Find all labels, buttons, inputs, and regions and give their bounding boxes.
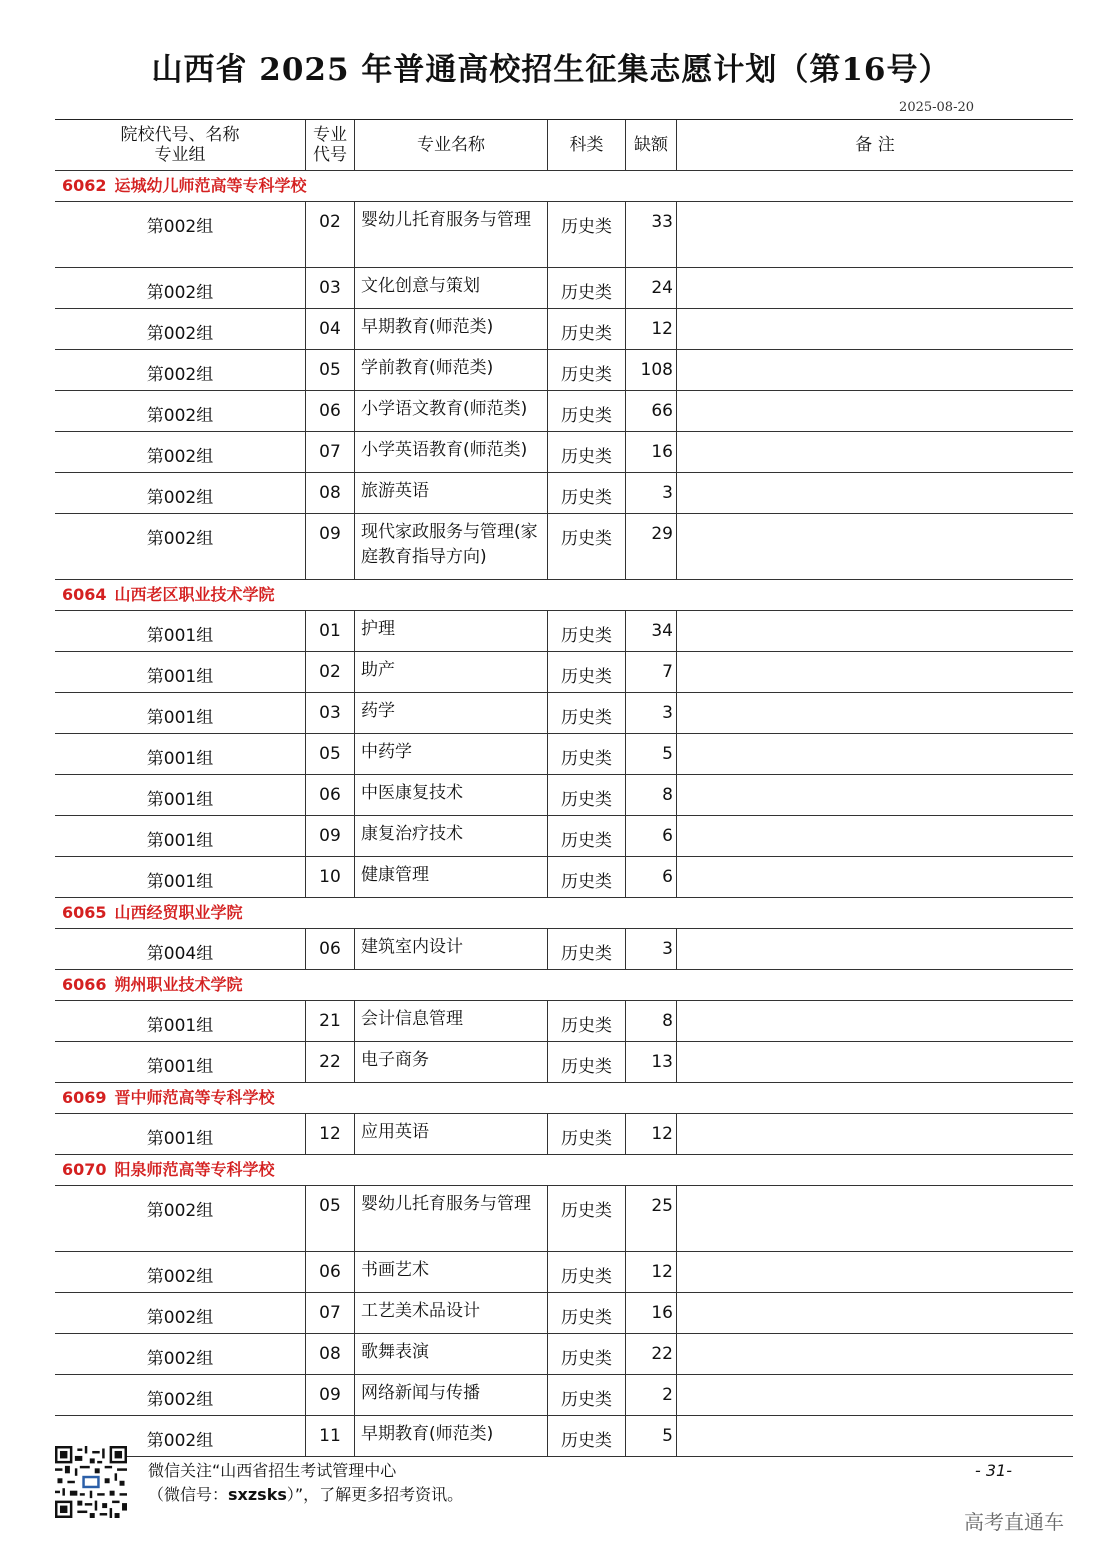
major-group-cell: 第002组	[146, 217, 214, 237]
major-code-cell: 07	[305, 432, 354, 472]
school-header-row	[55, 171, 1073, 202]
table-row	[55, 929, 1073, 970]
remarks-cell	[677, 202, 1073, 267]
major-group-cell: 第002组	[146, 1431, 214, 1451]
remarks-cell	[677, 432, 1073, 472]
subject-type-cell: 历史类	[547, 775, 625, 815]
major-name-cell: 文化创意与策划	[354, 268, 547, 308]
header-vacancy: 缺额	[625, 120, 677, 170]
major-group-cell: 第001组	[146, 749, 214, 769]
school-header-row	[55, 898, 1073, 929]
major-code-cell: 01	[305, 611, 354, 651]
wechat-id: sxzsks	[228, 1485, 287, 1504]
vacancy-cell: 16	[625, 1293, 677, 1333]
school-code: 6062	[62, 176, 107, 195]
school-code: 6069	[62, 1088, 107, 1107]
remarks-cell	[677, 473, 1073, 513]
subject-type-cell: 历史类	[547, 693, 625, 733]
vacancy-cell: 5	[625, 1416, 677, 1456]
major-group-cell: 第002组	[146, 406, 214, 426]
footer-line-1: 微信关注“山西省招生考试管理中心	[148, 1461, 397, 1480]
remarks-cell	[677, 1114, 1073, 1154]
major-name-cell: 助产	[354, 652, 547, 692]
major-name-cell: 旅游英语	[354, 473, 547, 513]
remarks-cell	[677, 1252, 1073, 1292]
subject-type-cell: 历史类	[547, 1114, 625, 1154]
school-code: 6065	[62, 903, 107, 922]
subject-type-cell: 历史类	[547, 432, 625, 472]
major-group-cell: 第002组	[146, 529, 214, 549]
major-code-cell: 05	[305, 1186, 354, 1251]
major-group-cell: 第001组	[146, 626, 214, 646]
vacancy-cell: 22	[625, 1334, 677, 1374]
subject-type-cell: 历史类	[547, 1375, 625, 1415]
school-code: 6070	[62, 1160, 107, 1179]
major-code-cell: 11	[305, 1416, 354, 1456]
major-code-cell: 06	[305, 1252, 354, 1292]
major-code-cell: 09	[305, 514, 354, 579]
major-code-cell: 10	[305, 857, 354, 897]
table-row	[55, 1252, 1073, 1293]
table-row	[55, 309, 1073, 350]
table-row	[55, 268, 1073, 309]
major-group-cell: 第002组	[146, 365, 214, 385]
major-group-cell: 第001组	[146, 1129, 214, 1149]
qr-code-icon	[55, 1446, 127, 1518]
school-header-row	[55, 580, 1073, 611]
header-subject-type: 科类	[547, 120, 625, 170]
major-code-cell: 09	[305, 816, 354, 856]
vacancy-cell: 5	[625, 734, 677, 774]
school-name: 朔州职业技术学院	[114, 975, 243, 994]
subject-type-cell: 历史类	[547, 652, 625, 692]
table-row	[55, 1042, 1073, 1083]
header-major-code: 专业 代号	[305, 120, 354, 170]
table-row	[55, 775, 1073, 816]
vacancy-cell: 3	[625, 693, 677, 733]
remarks-cell	[677, 611, 1073, 651]
table-row	[55, 1375, 1073, 1416]
table-row	[55, 611, 1073, 652]
major-code-cell: 12	[305, 1114, 354, 1154]
vacancy-cell: 13	[625, 1042, 677, 1082]
remarks-cell	[677, 1186, 1073, 1251]
page-number: - 31-	[975, 1461, 1012, 1480]
major-group-cell: 第001组	[146, 1016, 214, 1036]
header-remarks: 备 注	[855, 135, 895, 155]
subject-type-cell: 历史类	[547, 1293, 625, 1333]
major-code-cell: 03	[305, 693, 354, 733]
vacancy-cell: 6	[625, 857, 677, 897]
remarks-cell	[677, 391, 1073, 431]
vacancy-cell: 24	[625, 268, 677, 308]
vacancy-cell: 33	[625, 202, 677, 267]
remarks-cell	[677, 1334, 1073, 1374]
school-name: 运城幼儿师范高等专科学校	[114, 176, 307, 195]
major-name-cell: 药学	[354, 693, 547, 733]
school-header-row	[55, 970, 1073, 1001]
vacancy-cell: 108	[625, 350, 677, 390]
major-code-cell: 02	[305, 202, 354, 267]
subject-type-cell: 历史类	[547, 473, 625, 513]
remarks-cell	[677, 693, 1073, 733]
table-row	[55, 473, 1073, 514]
table-row	[55, 1416, 1073, 1457]
major-code-cell: 06	[305, 391, 354, 431]
vacancy-cell: 16	[625, 432, 677, 472]
major-name-cell: 工艺美术品设计	[354, 1293, 547, 1333]
remarks-cell	[677, 816, 1073, 856]
table-row	[55, 391, 1073, 432]
school-header-row	[55, 1083, 1073, 1114]
document-date: 2025-08-20	[899, 100, 974, 115]
major-group-cell: 第002组	[146, 1390, 214, 1410]
subject-type-cell: 历史类	[547, 611, 625, 651]
remarks-cell	[677, 1001, 1073, 1041]
major-code-cell: 02	[305, 652, 354, 692]
table-body	[55, 171, 1073, 1457]
remarks-cell	[677, 857, 1073, 897]
subject-type-cell: 历史类	[547, 1042, 625, 1082]
document-title: 山西省 2025 年普通高校招生征集志愿计划（第16号）	[151, 52, 951, 88]
table-row	[55, 734, 1073, 775]
major-code-cell: 05	[305, 350, 354, 390]
major-name-cell: 早期教育(师范类)	[354, 1416, 547, 1456]
major-code-cell: 04	[305, 309, 354, 349]
vacancy-cell: 6	[625, 816, 677, 856]
major-group-cell: 第002组	[146, 447, 214, 467]
vacancy-cell: 3	[625, 929, 677, 969]
major-group-cell: 第001组	[146, 667, 214, 687]
table-row	[55, 432, 1073, 473]
major-name-cell: 康复治疗技术	[354, 816, 547, 856]
subject-type-cell: 历史类	[547, 1001, 625, 1041]
table-row	[55, 1114, 1073, 1155]
major-group-cell: 第001组	[146, 708, 214, 728]
major-name-cell: 电子商务	[354, 1042, 547, 1082]
subject-type-cell: 历史类	[547, 816, 625, 856]
subject-type-cell: 历史类	[547, 391, 625, 431]
vacancy-cell: 12	[625, 1114, 677, 1154]
subject-type-cell: 历史类	[547, 929, 625, 969]
remarks-cell	[677, 929, 1073, 969]
major-name-cell: 婴幼儿托育服务与管理	[354, 202, 547, 267]
subject-type-cell: 历史类	[547, 734, 625, 774]
major-name-cell: 书画艺术	[354, 1252, 547, 1292]
major-code-cell: 21	[305, 1001, 354, 1041]
table-row	[55, 816, 1073, 857]
subject-type-cell: 历史类	[547, 309, 625, 349]
school-name: 山西老区职业技术学院	[114, 585, 275, 604]
major-code-cell: 08	[305, 1334, 354, 1374]
major-group-cell: 第002组	[146, 1201, 214, 1221]
watermark: 高考直通车	[964, 1510, 1064, 1534]
remarks-cell	[677, 1293, 1073, 1333]
vacancy-cell: 66	[625, 391, 677, 431]
vacancy-cell: 8	[625, 1001, 677, 1041]
vacancy-cell: 34	[625, 611, 677, 651]
major-code-cell: 22	[305, 1042, 354, 1082]
school-name: 晋中师范高等专科学校	[114, 1088, 275, 1107]
footer-line-2: （微信号：sxzsks）”，了解更多招考资讯。	[148, 1485, 464, 1504]
major-code-cell: 07	[305, 1293, 354, 1333]
major-name-cell: 建筑室内设计	[354, 929, 547, 969]
table-row	[55, 514, 1073, 580]
major-code-cell: 06	[305, 929, 354, 969]
subject-type-cell: 历史类	[547, 268, 625, 308]
table-row	[55, 1293, 1073, 1334]
major-group-cell: 第002组	[146, 1308, 214, 1328]
major-group-cell: 第002组	[146, 488, 214, 508]
subject-type-cell: 历史类	[547, 857, 625, 897]
major-name-cell: 网络新闻与传播	[354, 1375, 547, 1415]
vacancy-cell: 7	[625, 652, 677, 692]
major-name-cell: 现代家政服务与管理(家庭教育指导方向)	[354, 514, 547, 579]
school-name: 山西经贸职业学院	[114, 903, 243, 922]
remarks-cell	[677, 350, 1073, 390]
major-name-cell: 应用英语	[354, 1114, 547, 1154]
vacancy-cell: 25	[625, 1186, 677, 1251]
table-row	[55, 202, 1073, 268]
major-code-cell: 05	[305, 734, 354, 774]
vacancy-cell: 8	[625, 775, 677, 815]
table-header	[55, 120, 1073, 171]
remarks-cell	[677, 309, 1073, 349]
header-major-name: 专业名称	[354, 120, 547, 170]
major-name-cell: 中药学	[354, 734, 547, 774]
header-school-group: 院校代号、名称 专业组	[120, 125, 240, 165]
major-group-cell: 第002组	[146, 1267, 214, 1287]
major-name-cell: 小学英语教育(师范类)	[354, 432, 547, 472]
table-row	[55, 1001, 1073, 1042]
major-group-cell: 第001组	[146, 831, 214, 851]
major-name-cell: 护理	[354, 611, 547, 651]
table-row	[55, 652, 1073, 693]
subject-type-cell: 历史类	[547, 1252, 625, 1292]
remarks-cell	[677, 734, 1073, 774]
school-header-row	[55, 1155, 1073, 1186]
major-name-cell: 早期教育(师范类)	[354, 309, 547, 349]
footer-note	[148, 1459, 463, 1507]
major-name-cell: 会计信息管理	[354, 1001, 547, 1041]
major-group-cell: 第002组	[146, 1349, 214, 1369]
major-name-cell: 学前教育(师范类)	[354, 350, 547, 390]
table-row	[55, 857, 1073, 898]
vacancy-cell: 29	[625, 514, 677, 579]
table-row	[55, 693, 1073, 734]
major-group-cell: 第002组	[146, 324, 214, 344]
subject-type-cell: 历史类	[547, 350, 625, 390]
major-group-cell: 第004组	[146, 944, 214, 964]
major-group-cell: 第001组	[146, 872, 214, 892]
remarks-cell	[677, 514, 1073, 579]
remarks-cell	[677, 1375, 1073, 1415]
remarks-cell	[677, 775, 1073, 815]
subject-type-cell: 历史类	[547, 514, 625, 579]
major-code-cell: 09	[305, 1375, 354, 1415]
remarks-cell	[677, 1416, 1073, 1456]
major-name-cell: 歌舞表演	[354, 1334, 547, 1374]
remarks-cell	[677, 652, 1073, 692]
table-row	[55, 350, 1073, 391]
school-code: 6064	[62, 585, 107, 604]
table-row	[55, 1334, 1073, 1375]
major-group-cell: 第001组	[146, 1057, 214, 1077]
subject-type-cell: 历史类	[547, 202, 625, 267]
plan-table	[55, 119, 1073, 1457]
vacancy-cell: 2	[625, 1375, 677, 1415]
major-name-cell: 健康管理	[354, 857, 547, 897]
table-row	[55, 1186, 1073, 1252]
major-name-cell: 婴幼儿托育服务与管理	[354, 1186, 547, 1251]
major-name-cell: 中医康复技术	[354, 775, 547, 815]
major-name-cell: 小学语文教育(师范类)	[354, 391, 547, 431]
remarks-cell	[677, 1042, 1073, 1082]
remarks-cell	[677, 268, 1073, 308]
vacancy-cell: 12	[625, 309, 677, 349]
major-code-cell: 06	[305, 775, 354, 815]
school-code: 6066	[62, 975, 107, 994]
subject-type-cell: 历史类	[547, 1416, 625, 1456]
subject-type-cell: 历史类	[547, 1334, 625, 1374]
subject-type-cell: 历史类	[547, 1186, 625, 1251]
major-group-cell: 第001组	[146, 790, 214, 810]
vacancy-cell: 3	[625, 473, 677, 513]
major-code-cell: 03	[305, 268, 354, 308]
major-code-cell: 08	[305, 473, 354, 513]
vacancy-cell: 12	[625, 1252, 677, 1292]
major-group-cell: 第002组	[146, 283, 214, 303]
school-name: 阳泉师范高等专科学校	[114, 1160, 275, 1179]
